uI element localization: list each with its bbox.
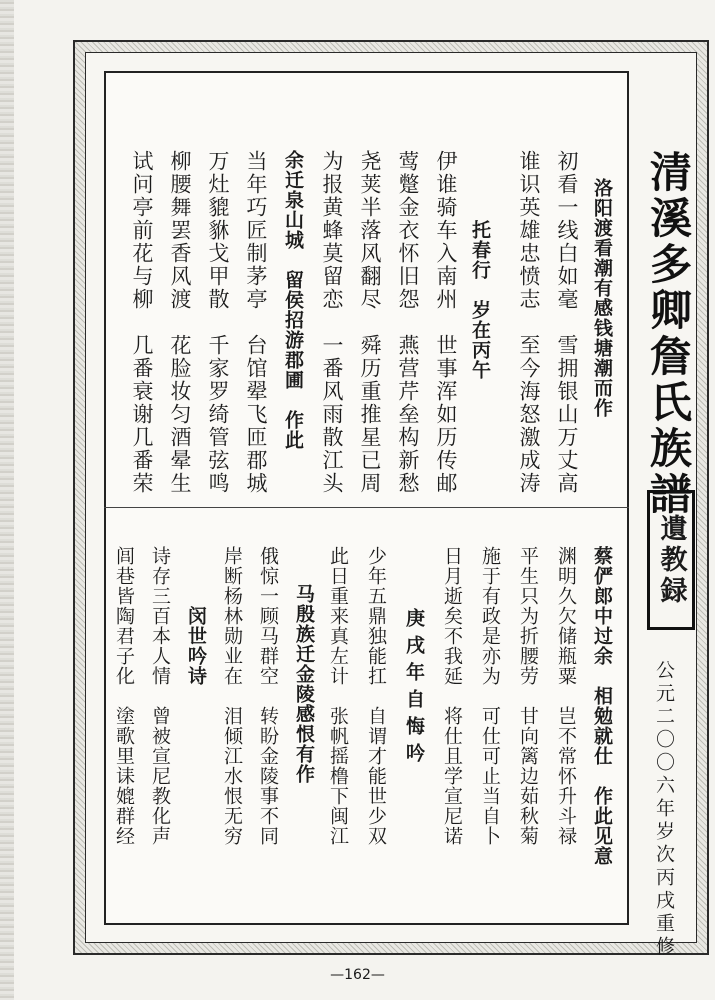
poem-line: 万灶貔貅戈甲散 千家罗绮管弦鸣 bbox=[206, 150, 230, 495]
poem-line: 为报黄蜂莫留恋 一番风雨散江头 bbox=[320, 150, 344, 495]
poem-line: 谁识英雄忠愤志 至今海怒激成涛 bbox=[517, 150, 541, 495]
section-label: 遺教録 bbox=[655, 513, 687, 607]
poem-line: 莺蹩金衣怀旧怨 燕营芹垒构新愁 bbox=[396, 150, 420, 495]
book-title: 清溪多卿詹氏族譜 bbox=[644, 150, 693, 518]
poem-line: 诗存三百本人情 曾被宣尼教化声 bbox=[149, 546, 171, 846]
revision-note: 公元二〇〇六年岁次丙戌重修 bbox=[653, 660, 675, 959]
poem-line: 施于有政是亦为 可仕可止当自卜 bbox=[479, 546, 501, 846]
poem-title: 闵世吟诗 bbox=[185, 606, 207, 686]
poem-line: 柳腰舞罢香风渡 花脸妆匀酒晕生 bbox=[168, 150, 192, 495]
poem-line: 此日重来真左计 张帆摇橹下闽江 bbox=[327, 546, 349, 846]
poem-line: 少年五鼎独能扛 自谓才能世少双 bbox=[365, 546, 387, 846]
poem-line: 渊明久欠储瓶粟 岂不常怀升斗禄 bbox=[555, 546, 577, 846]
section-label-box bbox=[647, 496, 695, 624]
poem-line: 岸断杨林勋业在 泪倾江水恨无穷 bbox=[221, 546, 243, 846]
page-number: —162— bbox=[330, 967, 385, 983]
poem-line: 试问亭前花与柳 几番衰谢几番荣 bbox=[130, 150, 154, 495]
scan-edge bbox=[0, 0, 14, 1000]
poem-title: 洛阳渡看潮有感钱塘潮而作 bbox=[591, 178, 613, 418]
section-divider bbox=[104, 507, 629, 508]
poem-title: 托春行 岁在丙午 bbox=[469, 220, 491, 380]
poem-line: 俄惊一顾马群空 转盼金陵事不同 bbox=[257, 546, 279, 846]
poem-title: 庚戌年自悔吟 bbox=[403, 608, 425, 770]
poem-line: 尧荚半落风翻尽 舜历重推星已周 bbox=[358, 150, 382, 495]
poem-line: 伊谁骑车入南州 世事浑如历传邮 bbox=[434, 150, 458, 495]
poem-line: 初看一线白如毫 雪拥银山万丈高 bbox=[555, 150, 579, 495]
poem-line: 日月逝矣不我延 将仕且学宣尼诺 bbox=[441, 546, 463, 846]
poem-title: 蔡俨郎中过余 相勉就仕 作此见意 bbox=[591, 546, 613, 866]
poem-title: 余迁泉山城 留侯招游郡圃 作此 bbox=[282, 150, 304, 450]
poem-line: 当年巧匠制茅亭 台馆翚飞匝郡城 bbox=[244, 150, 268, 495]
poem-title: 马殷族迁金陵感恨有作 bbox=[293, 584, 315, 784]
poem-line: 闾巷皆陶君子化 塗歌里诔媲群经 bbox=[113, 546, 135, 846]
poem-line: 平生只为折腰劳 甘向篱边茹秋菊 bbox=[517, 546, 539, 846]
